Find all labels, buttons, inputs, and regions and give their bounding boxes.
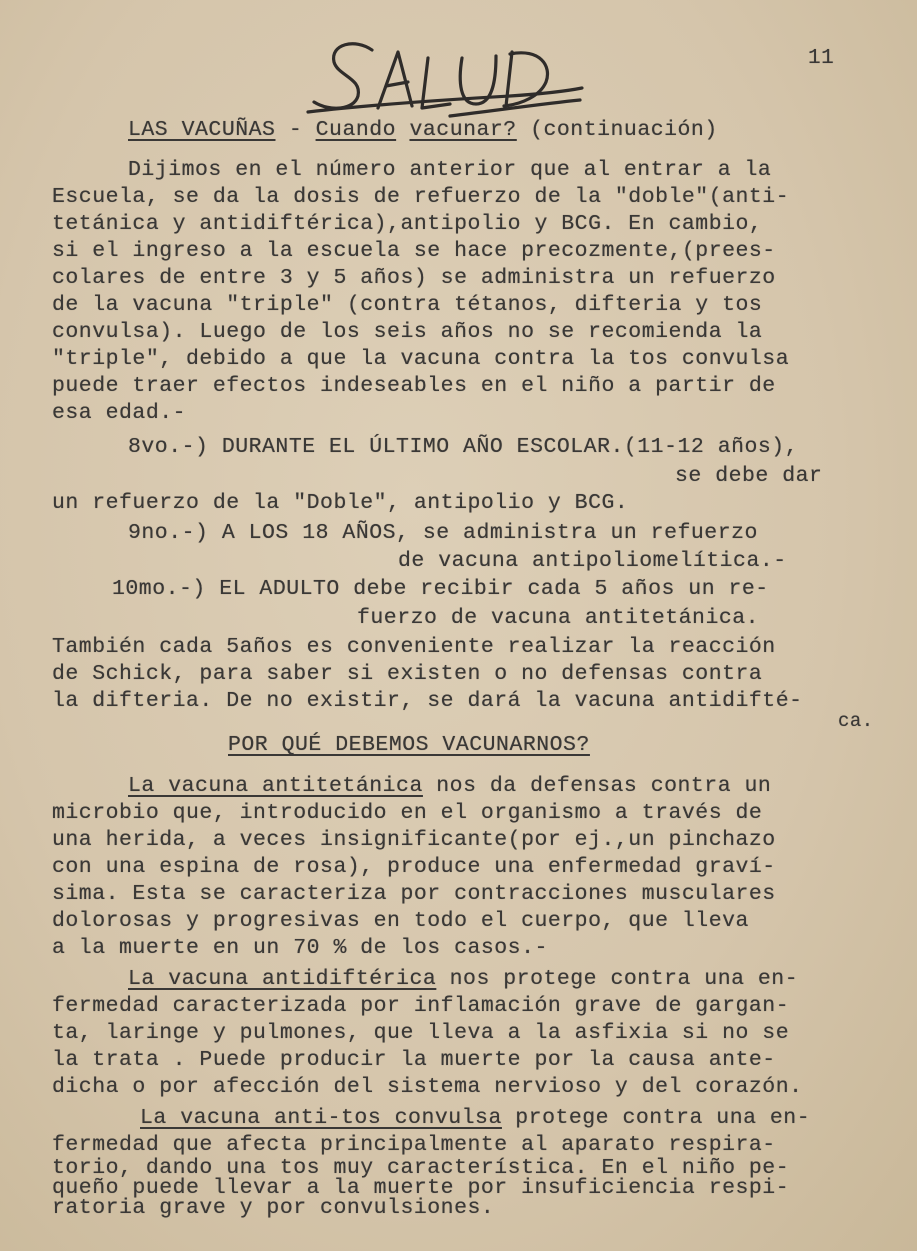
paragraph-line: La vacuna antidiftérica nos protege contra una en-	[128, 967, 799, 991]
text-line: 8vo.-) DURANTE EL ÚLTIMO AÑO ESCOLAR.(11-12 años),	[128, 435, 799, 459]
text-line: 10mo.-) EL ADULTO debe recibir cada 5 años un re-	[112, 577, 769, 601]
page-number: 11	[808, 47, 835, 70]
paragraph-line: queño puede llevar a la muerte por insuficiencia respi-	[52, 1176, 790, 1200]
text-line: 9no.-) A LOS 18 AÑOS, se administra un refuerzo	[128, 521, 758, 545]
text-line: la difteria. De no existir, se dará la vacuna antidifté-	[52, 689, 803, 713]
text-line: Dijimos en el número anterior que al entrar a la	[128, 158, 772, 182]
paragraph-line: fermedad caracterizada por inflamación grave de gargan-	[52, 994, 790, 1018]
text-line: fuerzo de vacuna antitetánica.	[357, 606, 760, 630]
text-line: esa edad.-	[52, 401, 187, 425]
paragraph-line: fermedad que afecta principalmente al aparato respira-	[52, 1133, 776, 1157]
text-line: ca.	[838, 710, 874, 732]
text-line: de Schick, para saber si existen o no defensas contra	[52, 662, 763, 686]
text-line: "triple", debido a que la vacuna contra la tos convulsa	[52, 347, 790, 371]
paragraph-line: la trata . Puede producir la muerte por la causa ante-	[52, 1048, 776, 1072]
salud-logo-icon	[300, 30, 590, 120]
text-line: de vacuna antipoliomelítica.-	[398, 549, 787, 573]
article-title: LAS VACUÑAS - Cuando vacunar? (continuación)	[128, 118, 718, 142]
text-line: También cada 5años es conveniente realizar la reacción	[52, 635, 776, 659]
paragraph-line: dicha o por afección del sistema nervioso y del corazón.	[52, 1075, 803, 1099]
text-line: un refuerzo de la "Doble", antipolio y BCG.	[52, 491, 629, 515]
salud-handwritten-logo	[300, 30, 590, 120]
text-line: colares de entre 3 y 5 años) se administra un refuerzo	[52, 266, 776, 290]
paragraph-line: ratoria grave y por convulsiones.	[52, 1196, 495, 1220]
paragraph-line: sima. Esta se caracteriza por contracciones musculares	[52, 882, 776, 906]
paragraph-line: a la muerte en un 70 % de los casos.-	[52, 936, 548, 960]
text-line: se debe dar	[675, 464, 823, 488]
paragraph-line: con una espina de rosa), produce una enfermedad graví-	[52, 855, 776, 879]
text-line: Escuela, se da la dosis de refuerzo de la "doble"(anti-	[52, 185, 790, 209]
paragraph-line: La vacuna anti-tos convulsa protege contra una en-	[140, 1106, 811, 1130]
paragraph-line: dolorosas y progresivas en todo el cuerpo, que lleva	[52, 909, 749, 933]
text-line: de la vacuna "triple" (contra tétanos, difteria y tos	[52, 293, 763, 317]
text-line: tetánica y antidiftérica),antipolio y BCG. En cambio,	[52, 212, 763, 236]
paragraph-line: torio, dando una tos muy característica. En el niño pe-	[52, 1156, 790, 1180]
paragraph-line: ta, laringe y pulmones, que lleva a la asfixia si no se	[52, 1021, 790, 1045]
text-line: si el ingreso a la escuela se hace precozmente,(prees-	[52, 239, 776, 263]
section-subtitle: POR QUÉ DEBEMOS VACUNARNOS?	[228, 733, 590, 757]
paragraph-line: microbio que, introducido en el organismo a través de	[52, 801, 763, 825]
text-line: puede traer efectos indeseables en el niño a partir de	[52, 374, 776, 398]
paragraph-line: una herida, a veces insignificante(por ej.,un pinchazo	[52, 828, 776, 852]
text-line: convulsa). Luego de los seis años no se recomienda la	[52, 320, 763, 344]
paragraph-line: La vacuna antitetánica nos da defensas contra un	[128, 774, 772, 798]
